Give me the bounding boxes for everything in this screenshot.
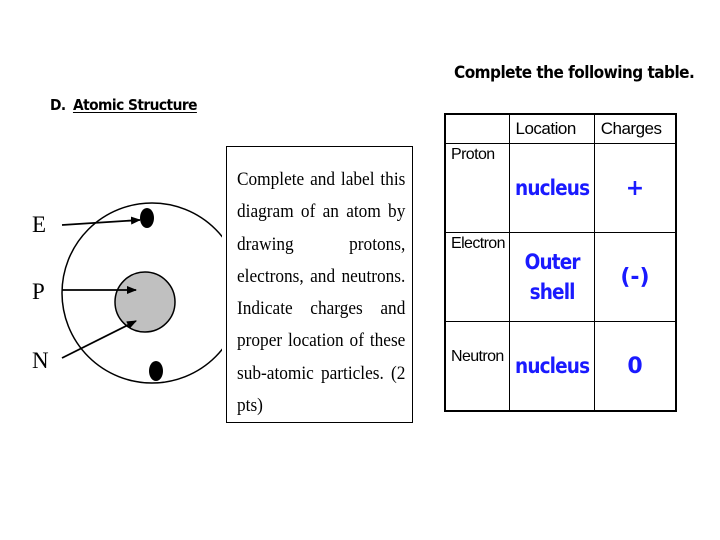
- charge-answer: (-): [620, 264, 650, 290]
- table-row: [445, 322, 676, 412]
- electron-top: [140, 208, 154, 228]
- section-title: Atomic Structure: [72, 96, 197, 114]
- header-cell-blank: [445, 114, 509, 144]
- section-heading: [50, 96, 197, 114]
- location-cell: [509, 233, 594, 322]
- location-answer: nucleus: [514, 354, 589, 378]
- location-answer: Outer shell: [524, 250, 580, 304]
- charge-cell: [594, 233, 676, 322]
- location-cell: [509, 144, 594, 233]
- table-heading: Complete the following table.: [454, 63, 695, 83]
- table-row: [445, 144, 676, 233]
- charge-cell: [594, 144, 676, 233]
- instruction-box: [226, 146, 413, 423]
- location-cell: [509, 322, 594, 412]
- particle-name: Electron: [451, 235, 505, 252]
- instruction-text: Complete and label this diagram of an atom by drawing protons, electrons, and neutrons. Indicate charges and proper location of these sub-atomic particles. (2 pts): [237, 169, 406, 417]
- particle-name-cell: [445, 144, 509, 233]
- charge-answer: +: [625, 175, 645, 201]
- particle-table: [444, 113, 677, 412]
- particle-name: Neutron: [451, 348, 504, 365]
- particle-table-wrap: [444, 113, 677, 412]
- atom-diagram-svg: [22, 190, 222, 390]
- section-label: D.: [50, 96, 66, 114]
- header-location: Location: [509, 114, 594, 144]
- arrow-e: [62, 220, 140, 225]
- atom-diagram: [22, 190, 222, 390]
- table-header-row: [445, 114, 676, 144]
- label-p: P: [32, 279, 45, 304]
- particle-name-cell: [445, 322, 509, 412]
- arrow-n: [62, 321, 136, 358]
- particle-name: Proton: [451, 146, 495, 163]
- location-answer: nucleus: [514, 176, 589, 200]
- charge-cell: [594, 322, 676, 412]
- label-e: E: [32, 212, 47, 237]
- particle-name-cell: [445, 233, 509, 322]
- electron-bottom: [149, 361, 163, 381]
- table-row: [445, 233, 676, 322]
- header-charges: Charges: [594, 114, 676, 144]
- nucleus: [115, 272, 175, 332]
- charge-answer: 0: [627, 353, 643, 379]
- label-n: N: [32, 348, 49, 373]
